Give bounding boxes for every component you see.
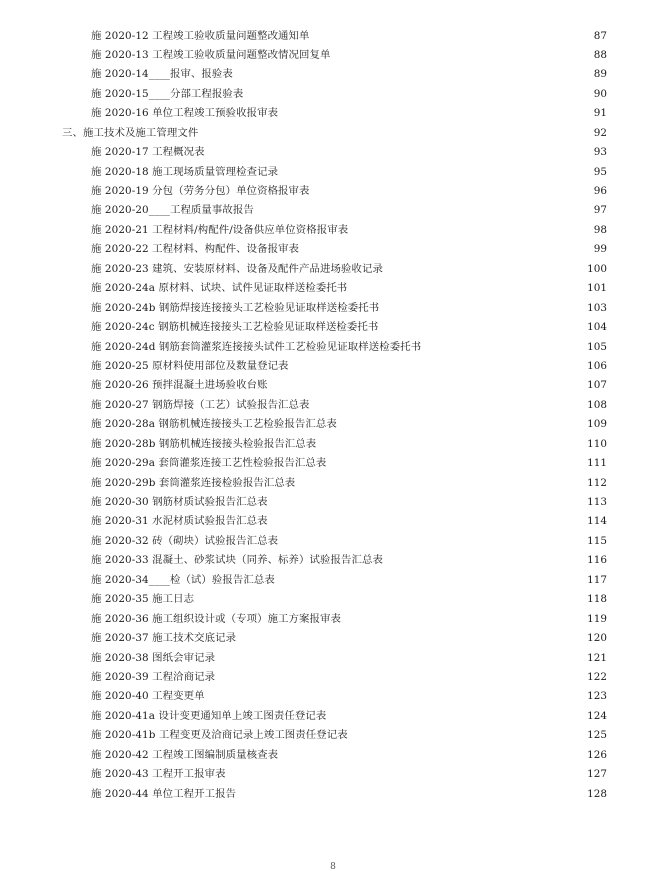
toc-entry-page: 127	[587, 768, 607, 781]
toc-entry[interactable]	[0, 143, 669, 162]
toc-entry-page: 106	[587, 359, 607, 372]
toc-entry-page: 128	[587, 787, 607, 800]
toc-entry[interactable]	[0, 318, 669, 337]
dot-leader	[218, 654, 573, 664]
toc-entry-title: 施 2020-33 混凝土、砂浆试块（同养、标养）试验报告汇总表	[91, 554, 383, 567]
dot-leader	[381, 323, 573, 333]
toc-entry[interactable]	[0, 84, 669, 103]
toc-section-heading[interactable]	[0, 123, 669, 142]
toc-entry[interactable]	[0, 765, 669, 784]
toc-entry[interactable]	[0, 551, 669, 570]
toc-entry[interactable]	[0, 259, 669, 278]
dot-leader	[350, 284, 573, 294]
dot-leader	[271, 498, 573, 508]
toc-entry-page: 115	[587, 534, 607, 547]
dot-leader	[208, 148, 573, 158]
dot-leader	[386, 265, 573, 275]
dot-leader	[281, 168, 573, 178]
toc-entry-page: 119	[587, 612, 607, 625]
toc-entry[interactable]	[0, 298, 669, 317]
toc-entry-page: 110	[587, 437, 607, 450]
toc-entry[interactable]	[0, 512, 669, 531]
toc-entry[interactable]	[0, 434, 669, 453]
dot-leader	[329, 459, 573, 469]
toc-entry[interactable]	[0, 667, 669, 686]
toc-entry[interactable]	[0, 182, 669, 201]
toc-entry-page: 91	[593, 107, 607, 120]
dot-leader	[319, 440, 573, 450]
toc-entry[interactable]	[0, 356, 669, 375]
toc-entry-title: 施 2020-40 工程变更单	[91, 690, 205, 703]
toc-entry[interactable]	[0, 609, 669, 628]
toc-entry-title: 施 2020-27 钢筋焊接（工艺）试验报告汇总表	[91, 398, 310, 411]
toc-entry-title: 施 2020-28b 钢筋机械连接接头检验报告汇总表	[91, 437, 317, 450]
toc-entry-page: 98	[593, 223, 607, 236]
dot-leader	[201, 129, 573, 139]
toc-entry[interactable]	[0, 337, 669, 356]
toc-entry-title: 施 2020-24a 原材料、试块、试件见证取样送检委托书	[91, 282, 348, 295]
toc-entry[interactable]	[0, 726, 669, 745]
toc-entry-page: 97	[593, 204, 607, 217]
dot-leader	[208, 693, 573, 703]
toc-entry-title: 施 2020-25 原材料使用部位及数量登记表	[91, 359, 289, 372]
toc-entry-page: 111	[587, 457, 607, 470]
dot-leader	[239, 790, 573, 800]
toc-entry[interactable]	[0, 570, 669, 589]
toc-entry[interactable]	[0, 706, 669, 725]
toc-entry-page: 121	[587, 651, 607, 664]
toc-entry[interactable]	[0, 279, 669, 298]
toc-entry-page: 90	[593, 87, 607, 100]
toc-entry-title: 施 2020-14____报审、报验表	[91, 68, 233, 81]
toc-entry[interactable]	[0, 201, 669, 220]
toc-entry[interactable]	[0, 687, 669, 706]
toc-entry-title: 施 2020-29a 套筒灌浆连接工艺性检验报告汇总表	[91, 457, 327, 470]
dot-leader	[246, 90, 573, 100]
toc-entry-page: 116	[587, 554, 607, 567]
dot-leader	[329, 712, 573, 722]
dot-leader	[313, 32, 573, 42]
dot-leader	[302, 246, 573, 256]
toc-entry-title: 施 2020-17 工程概况表	[91, 146, 205, 159]
dot-leader	[351, 731, 573, 741]
toc-entry-title: 施 2020-19 分包（劳务分包）单位资格报审表	[91, 185, 310, 198]
toc-entry-title: 施 2020-15____分部工程报验表	[91, 87, 244, 100]
toc-entry-page: 95	[593, 165, 607, 178]
dot-leader	[236, 71, 573, 81]
dot-leader	[313, 401, 573, 411]
dot-leader	[218, 673, 573, 683]
toc-entry-title: 施 2020-39 工程洽商记录	[91, 670, 216, 683]
toc-entry-page: 117	[587, 573, 607, 586]
toc-entry-title: 施 2020-34____检（试）验报告汇总表	[91, 573, 275, 586]
dot-leader	[424, 343, 573, 353]
toc-entry[interactable]	[0, 590, 669, 609]
toc-entry[interactable]	[0, 220, 669, 239]
toc-entry-page: 108	[587, 398, 607, 411]
toc-entry-page: 101	[587, 282, 607, 295]
dot-leader	[257, 207, 573, 217]
toc-entry[interactable]	[0, 65, 669, 84]
dot-leader	[271, 382, 573, 392]
toc-entry-title: 施 2020-38 图纸会审记录	[91, 651, 216, 664]
dot-leader	[197, 595, 573, 605]
dot-leader	[229, 770, 573, 780]
toc-entry-page: 103	[587, 301, 607, 314]
toc-entry-title: 施 2020-26 预拌混凝土进场验收台账	[91, 379, 268, 392]
toc-entry[interactable]	[0, 376, 669, 395]
table-of-contents	[0, 26, 669, 804]
toc-entry[interactable]	[0, 531, 669, 550]
toc-entry[interactable]	[0, 45, 669, 64]
toc-entry-title: 施 2020-24b 钢筋焊接连接接头工艺检验见证取样送检委托书	[91, 301, 380, 314]
toc-entry[interactable]	[0, 493, 669, 512]
toc-entry-title: 施 2020-12 工程竣工验收质量问题整改通知单	[91, 29, 310, 42]
toc-entry-page: 122	[587, 670, 607, 683]
toc-entry-page: 109	[587, 418, 607, 431]
toc-entry-title: 施 2020-43 工程开工报审表	[91, 768, 226, 781]
toc-entry-page: 126	[587, 748, 607, 761]
toc-entry-title: 施 2020-37 施工技术交底记录	[91, 632, 237, 645]
toc-entry-title: 施 2020-21 工程材料/构配件/设备供应单位资格报审表	[91, 223, 349, 236]
dot-leader	[292, 362, 573, 372]
toc-entry-title: 施 2020-24c 钢筋机械连接接头工艺检验见证取样送检委托书	[91, 321, 379, 334]
toc-entry-page: 118	[587, 593, 607, 606]
toc-entry-title: 施 2020-23 建筑、安装原材料、设备及配件产品进场验收记录	[91, 262, 383, 275]
toc-entry-title: 施 2020-41b 工程变更及洽商记录上竣工图责任登记表	[91, 729, 348, 742]
toc-entry-page: 105	[587, 340, 607, 353]
toc-entry-page: 100	[587, 262, 607, 275]
dot-leader	[382, 304, 573, 314]
toc-entry-page: 93	[593, 146, 607, 159]
toc-entry-title: 施 2020-16 单位工程竣工预验收报审表	[91, 107, 279, 120]
toc-entry[interactable]	[0, 104, 669, 123]
page-number: 8	[330, 862, 336, 871]
dot-leader	[340, 420, 573, 430]
toc-entry-title: 施 2020-18 施工现场质量管理检查记录	[91, 165, 279, 178]
toc-entry[interactable]	[0, 415, 669, 434]
dot-leader	[313, 187, 573, 197]
dot-leader	[278, 576, 573, 586]
toc-entry-title: 施 2020-31 水泥材质试验报告汇总表	[91, 515, 268, 528]
toc-entry-title: 施 2020-30 钢筋材质试验报告汇总表	[91, 496, 268, 509]
dot-leader	[239, 634, 573, 644]
toc-entry[interactable]	[0, 745, 669, 764]
dot-leader	[351, 226, 573, 236]
dot-leader	[386, 557, 573, 567]
toc-entry-page: 89	[593, 68, 607, 81]
toc-entry-page: 88	[593, 48, 607, 61]
toc-entry[interactable]	[0, 240, 669, 259]
toc-entry-page: 107	[587, 379, 607, 392]
toc-entry[interactable]	[0, 395, 669, 414]
dot-leader	[344, 615, 573, 625]
toc-entry-title: 施 2020-44 单位工程开工报告	[91, 787, 237, 800]
toc-entry-page: 120	[587, 632, 607, 645]
toc-entry-title: 施 2020-13 工程竣工验收质量问题整改情况回复单	[91, 48, 331, 61]
toc-entry-title: 施 2020-22 工程材料、构配件、设备报审表	[91, 243, 300, 256]
toc-entry-title: 施 2020-36 施工组织设计或（专项）施工方案报审表	[91, 612, 342, 625]
toc-entry-page: 113	[587, 496, 607, 509]
toc-entry-page: 114	[587, 515, 607, 528]
toc-entry-page: 124	[587, 709, 607, 722]
dot-leader	[281, 109, 573, 119]
toc-entry-title: 三、施工技术及施工管理文件	[62, 126, 199, 139]
dot-leader	[281, 537, 573, 547]
dot-leader	[271, 518, 573, 528]
toc-entry[interactable]	[0, 454, 669, 473]
toc-entry-title: 施 2020-41a 设计变更通知单上竣工图责任登记表	[91, 709, 327, 722]
toc-entry-page: 96	[593, 185, 607, 198]
toc-entry-page: 125	[587, 729, 607, 742]
toc-entry-title: 施 2020-42 工程竣工图编制质量核查表	[91, 748, 279, 761]
toc-entry-title: 施 2020-24d 钢筋套筒灌浆连接接头试件工艺检验见证取样送检委托书	[91, 340, 422, 353]
toc-entry-page: 104	[587, 321, 607, 334]
toc-entry[interactable]	[0, 26, 669, 45]
toc-entry-page: 87	[593, 29, 607, 42]
toc-entry-page: 99	[593, 243, 607, 256]
toc-entry[interactable]	[0, 629, 669, 648]
dot-leader	[298, 479, 573, 489]
toc-entry-page: 123	[587, 690, 607, 703]
toc-entry-page: 112	[587, 476, 607, 489]
toc-entry[interactable]	[0, 473, 669, 492]
toc-entry-title: 施 2020-32 砖（砌块）试验报告汇总表	[91, 534, 279, 547]
toc-entry[interactable]	[0, 162, 669, 181]
toc-entry[interactable]	[0, 648, 669, 667]
toc-entry-page: 92	[593, 126, 607, 139]
toc-entry-title: 施 2020-29b 套筒灌浆连接检验报告汇总表	[91, 476, 296, 489]
toc-entry[interactable]	[0, 784, 669, 803]
dot-leader	[281, 751, 573, 761]
dot-leader	[334, 51, 573, 61]
toc-entry-title: 施 2020-35 施工日志	[91, 593, 195, 606]
toc-entry-title: 施 2020-28a 钢筋机械连接接头工艺检验报告汇总表	[91, 418, 337, 431]
toc-entry-title: 施 2020-20____工程质量事故报告	[91, 204, 254, 217]
